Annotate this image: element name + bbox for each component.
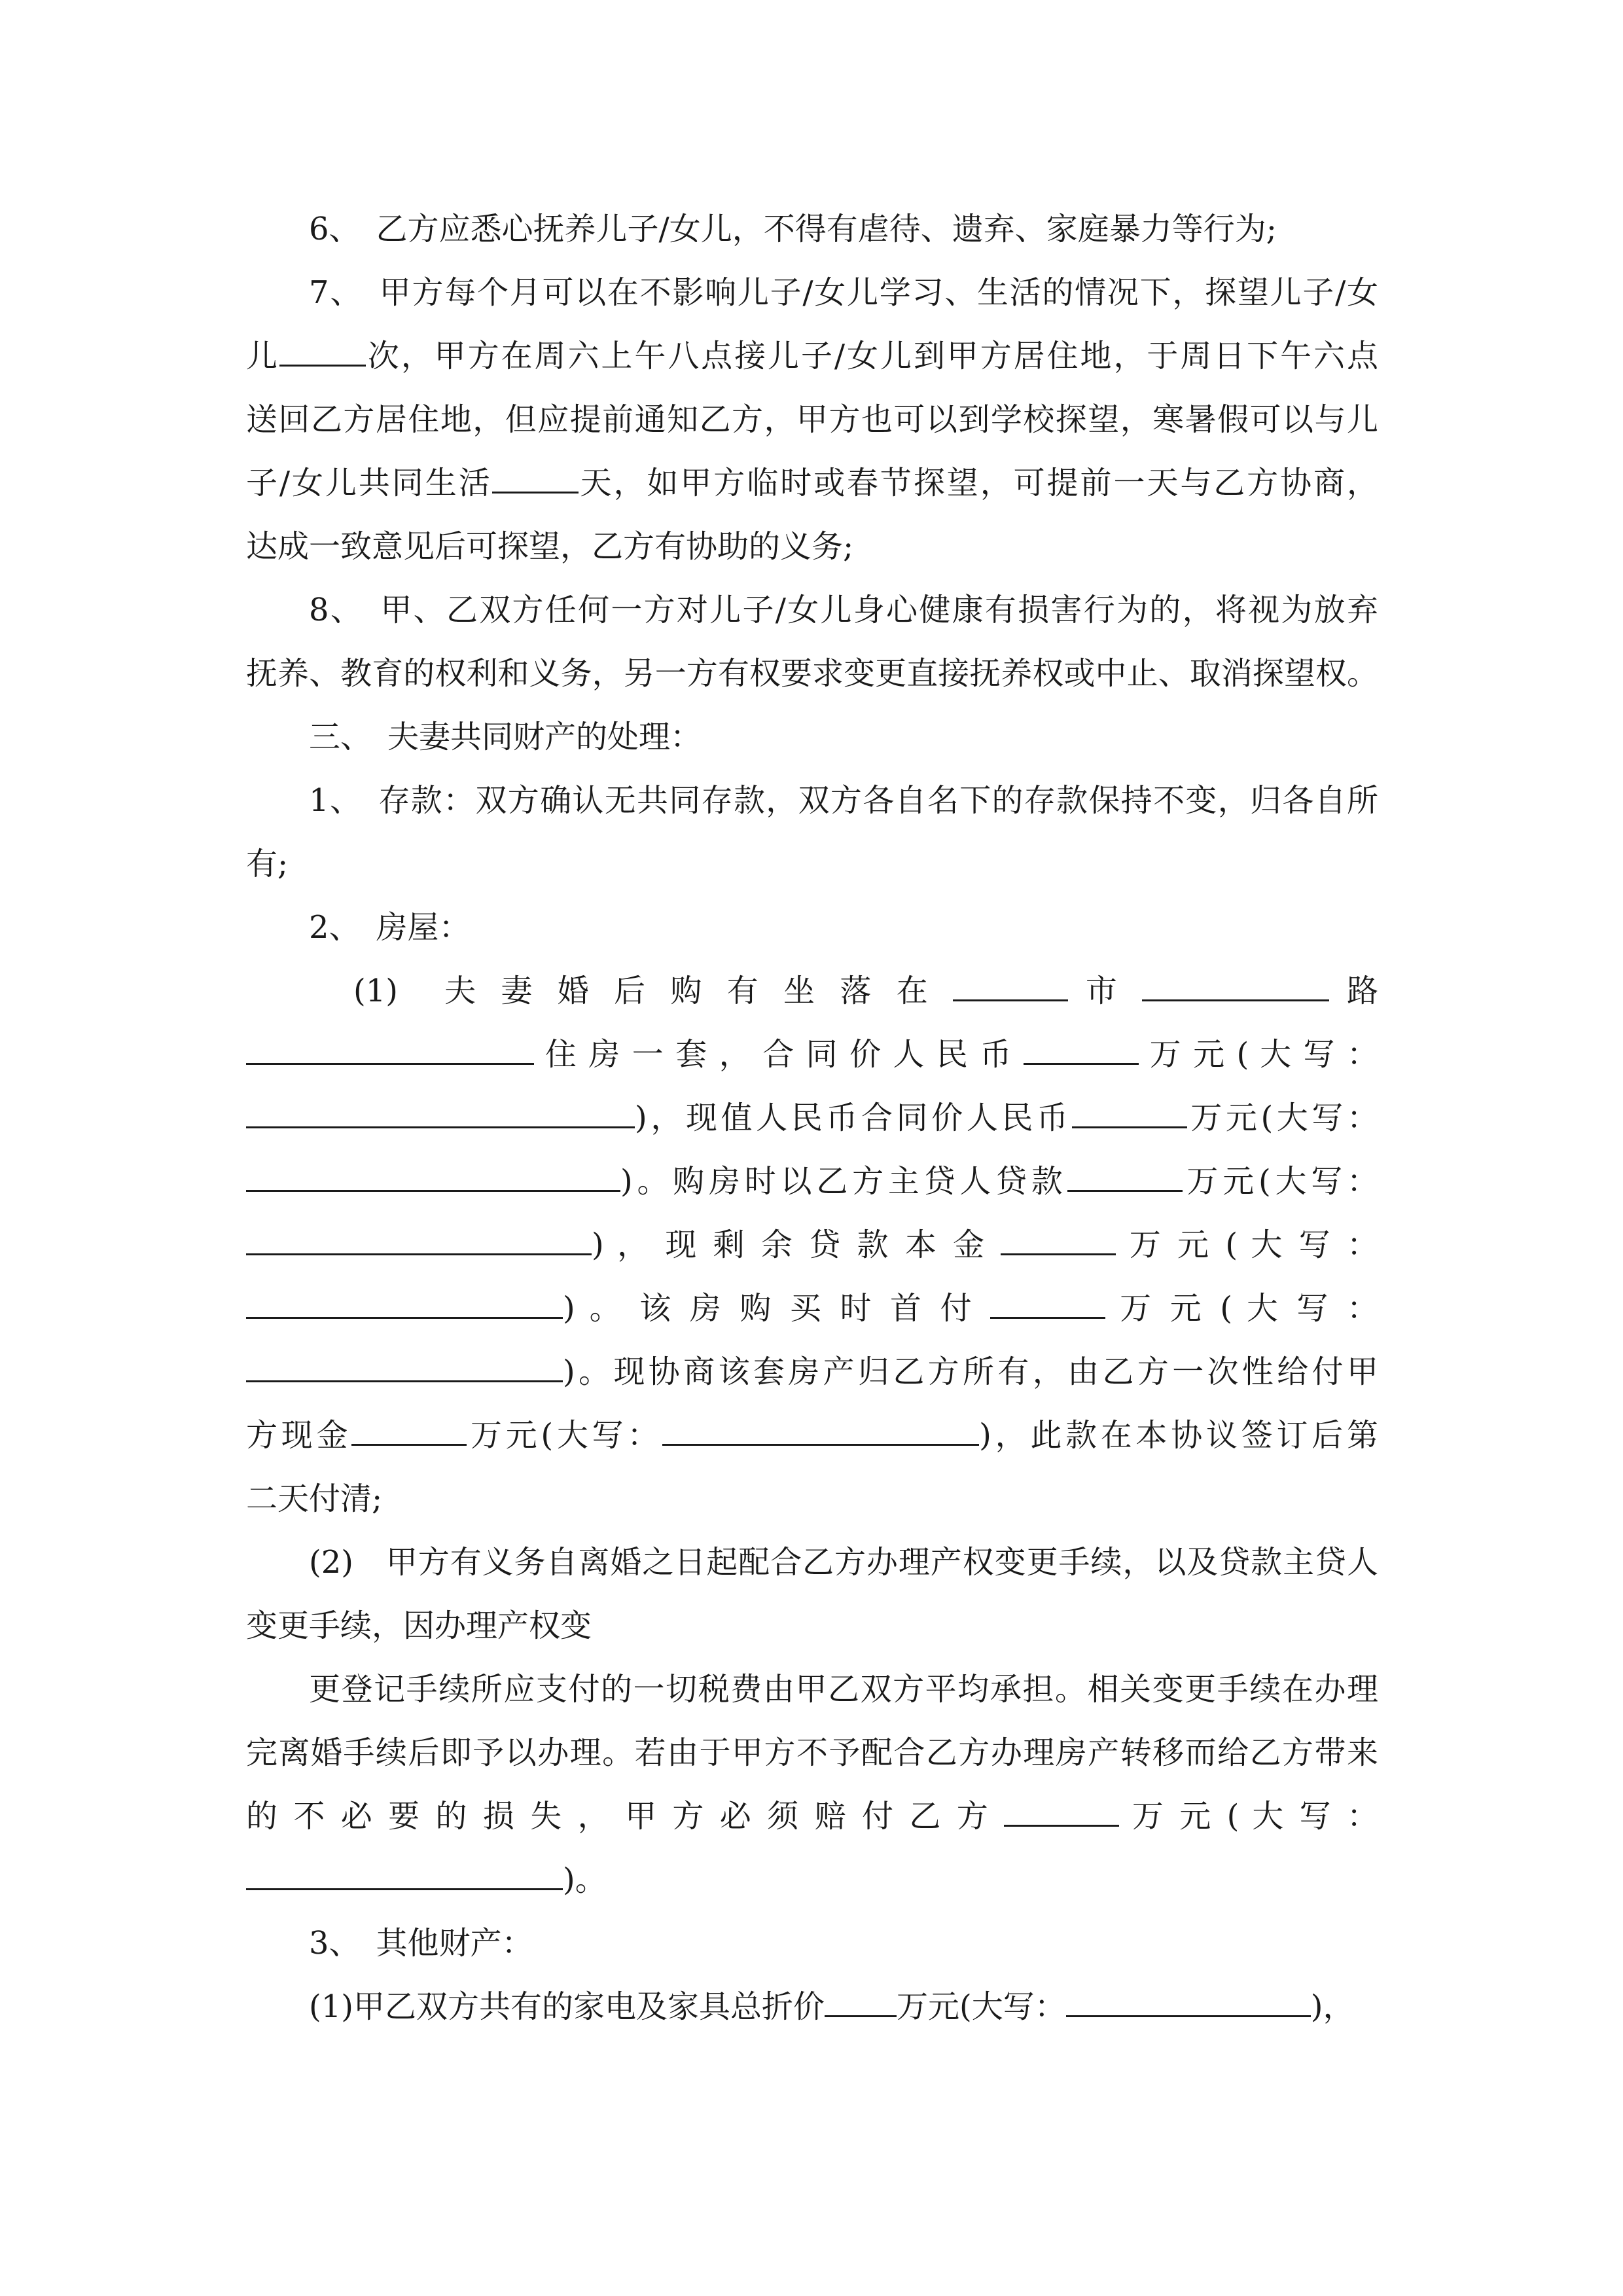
text-line [246,1215,1378,1274]
fill-in-blank [279,329,366,367]
text-line [246,1406,1378,1465]
text-run: 万元(大写： [897,1988,1066,2025]
text-line [309,1977,1378,2036]
text-run: 7、 甲方每个月可以在不影响儿子/女儿学习、生活的情况下，探望儿子/女 [309,274,1378,311]
text-run: 送回乙方居住地，但应提前通知乙方，甲方也可以到学校探望，寒暑假可以与儿 [246,401,1378,438]
text-run: )， [1310,1988,1355,2025]
text-run: 万 元 ( 大 写 ： [1105,1290,1378,1327]
text-run: 路 [1329,973,1378,1009]
text-line [246,327,1378,386]
text-line [246,1342,1378,1401]
text-run: 万 元 ( 大 写 ： [1116,1227,1378,1263]
text-line [353,961,1378,1020]
text-run: 天，如甲方临时或春节探望，可提前一天与乙方协商， [578,465,1378,501]
text-run: )。 [563,1861,607,1898]
text-run: 次，甲方在周六上午八点接儿子/女儿到甲方居住地，于周日下午六点 [365,338,1378,374]
text-run: 抚养、教育的权利和义务，另一方有权要求变更直接抚养权或中止、取消探望权。 [246,655,1378,692]
fill-in-blank [246,1218,592,1255]
text-line [309,581,1378,639]
fill-in-blank [246,1091,635,1128]
text-line [309,1533,1378,1592]
fill-in-blank [990,1282,1105,1319]
text-run: ) 。 该 房 购 买 时 首 付 [563,1290,991,1327]
fill-in-blank [953,964,1068,1001]
fill-in-blank [662,1408,979,1446]
text-run: 三、 夫妻共同财产的处理： [309,719,702,755]
text-line [309,263,1378,322]
fill-in-blank [825,1980,897,2017]
text-line [246,1723,1378,1782]
fill-in-blank [351,1408,467,1446]
text-line [246,1787,1378,1846]
text-run: )。现协商该套房产归乙方所有，由乙方一次性给付甲 [563,1354,1378,1390]
text-line [309,708,1441,766]
text-line [246,1088,1378,1147]
text-run: 万元(大写： [1182,1163,1378,1200]
text-line [246,1850,1378,1909]
text-line [246,1025,1378,1084]
text-run: )，现值人民币合同价人民币 [635,1100,1072,1136]
text-run: 达成一致意见后可探望，乙方有协助的义务; [246,528,854,565]
text-run: )，此款在本协议签订后第 [979,1417,1378,1454]
text-run: (1)甲乙双方共有的家电及家具总折价 [309,1988,825,2025]
fill-in-blank [492,456,579,493]
text-run: 变更手续，因办理产权变 [246,1607,592,1644]
text-run: 3、 其他财产： [309,1925,533,1962]
text-run: ) ， 现 剩 余 贷 款 本 金 [592,1227,1001,1263]
text-run: 完离婚手续后即予以办理。若由于甲方不予配合乙方办理房产转移而给乙方带来 [246,1734,1378,1771]
text-line [309,898,1441,957]
text-line [309,1660,1378,1719]
text-run: (1) 夫 妻 婚 后 购 有 坐 落 在 [353,973,954,1009]
fill-in-blank [1066,1980,1311,2017]
fill-in-blank [246,1282,563,1319]
text-run: 住 房 一 套 ， 合 同 价 人 民 币 [534,1036,1024,1073]
text-line [246,1279,1378,1338]
fill-in-blank [246,1155,620,1192]
text-line [246,390,1378,449]
text-run: 8、 甲、乙双方任何一方对儿子/女儿身心健康有损害行为的，将视为放弃 [309,592,1378,628]
fill-in-blank [246,1028,534,1065]
text-run: (2) 甲方有义务自离婚之日起配合乙方办理产权变更手续，以及贷款主贷人 [309,1544,1378,1581]
fill-in-blank [1024,1028,1139,1065]
text-run: 万元(大写： [467,1417,663,1454]
text-run: 的 不 必 要 的 损 失 ， 甲 方 必 须 赔 付 乙 方 [246,1798,1005,1835]
text-line [246,517,1378,576]
fill-in-blank [246,1853,563,1890]
text-line [309,200,1441,259]
text-run: 二天付清; [246,1480,383,1517]
fill-in-blank [1072,1091,1187,1128]
text-run: 万 元 ( 大 写 ： [1138,1036,1378,1073]
text-run: 方现金 [246,1417,352,1454]
text-run: 2、 房屋： [309,909,471,946]
text-line [246,1152,1378,1211]
text-run: 有; [246,846,289,882]
text-run: )。购房时以乙方主贷人贷款 [620,1163,1067,1200]
fill-in-blank [1004,1789,1119,1827]
text-run: 市 [1068,973,1143,1009]
text-run: 儿 [246,338,279,374]
text-line [309,771,1378,830]
fill-in-blank [246,1345,563,1382]
text-run: 万元(大写： [1186,1100,1378,1136]
text-run: 6、 乙方应悉心抚养儿子/女儿，不得有虐待、遗弃、家庭暴力等行为; [309,211,1277,247]
text-line [309,1914,1441,1973]
text-line [246,1469,1378,1528]
fill-in-blank [1067,1155,1183,1192]
text-run: 更登记手续所应支付的一切税费由甲乙双方平均承担。相关变更手续在办理 [309,1671,1378,1708]
text-line [246,644,1378,703]
fill-in-blank [1142,964,1329,1001]
text-line [246,1596,1378,1655]
text-run: 子/女儿共同生活 [246,465,492,501]
fill-in-blank [1001,1218,1116,1255]
text-line [246,834,1378,893]
text-run: 1、 存款：双方确认无共同存款，双方各自名下的存款保持不变，归各自所 [309,782,1378,819]
text-line [246,454,1378,512]
text-run: 万 元 ( 大 写 ： [1119,1798,1378,1835]
